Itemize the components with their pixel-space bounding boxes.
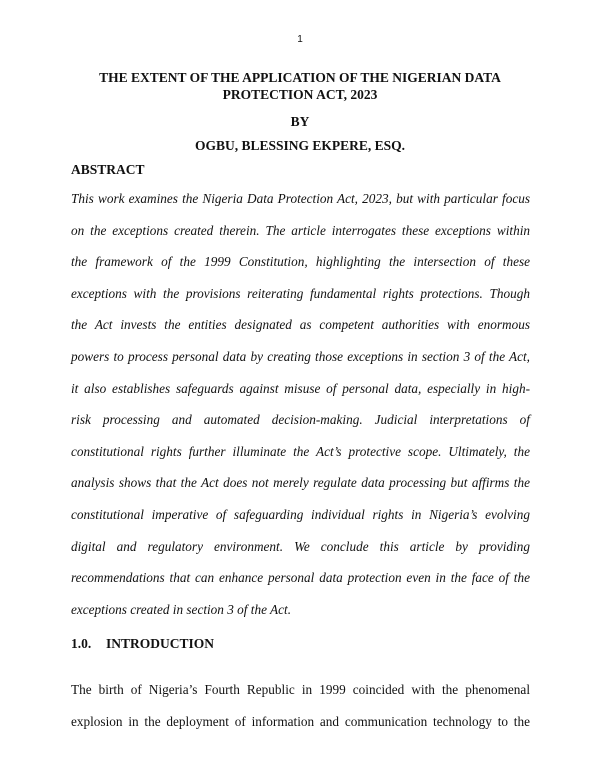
section-number: 1.0. bbox=[71, 636, 92, 651]
paper-title-line-2: PROTECTION ACT, 2023 bbox=[222, 87, 378, 102]
page-number: 1 bbox=[297, 34, 303, 45]
abstract-line: recommendations that can enhance personal data protection even in the face of the bbox=[71, 570, 530, 586]
introduction-body bbox=[71, 674, 530, 737]
abstract-line: constitutional imperative of safeguarding individual rights in Nigeria’s evolving bbox=[71, 506, 530, 522]
abstract-heading: ABSTRACT bbox=[71, 162, 145, 177]
section-heading-introduction bbox=[71, 636, 214, 652]
paper-title-line-1: THE EXTENT OF THE APPLICATION OF THE NIGERIAN DATA bbox=[99, 70, 501, 85]
abstract-line: the framework of the 1999 Constitution, highlighting the intersection of these bbox=[71, 254, 530, 270]
introduction-line: The birth of Nigeria’s Fourth Republic in 1999 coincided with the phenomenal bbox=[71, 682, 530, 697]
abstract-line: This work examines the Nigeria Data Protection Act, 2023, but with particular focus bbox=[71, 191, 530, 206]
abstract-line: constitutional rights further illuminate the Act’s protective scope. Ultimately, the bbox=[71, 443, 530, 459]
section-title: INTRODUCTION bbox=[106, 636, 215, 651]
abstract-line: exceptions with the provisions reiterating fundamental rights protections. Though bbox=[71, 285, 530, 301]
by-line: BY bbox=[290, 114, 310, 129]
abstract-line: analysis shows that the Act does not merely regulate data processing but affirms the bbox=[71, 475, 530, 491]
paper-title bbox=[70, 69, 530, 103]
introduction-line: explosion in the deployment of information and communication technology to the bbox=[71, 713, 530, 729]
abstract-line: it also establishes safeguards against misuse of personal data, especially in high- bbox=[71, 380, 530, 396]
abstract-line: exceptions created in section 3 of the Act. bbox=[71, 601, 292, 617]
abstract-line: on the exceptions created therein. The article interrogates these exceptions within bbox=[71, 222, 530, 238]
abstract-body bbox=[71, 183, 530, 625]
abstract-line: digital and regulatory environment. We conclude this article by providing bbox=[71, 538, 530, 554]
abstract-line: risk processing and automated decision-making. Judicial interpretations of bbox=[71, 412, 530, 428]
abstract-line: powers to process personal data by creating those exceptions in section 3 of the Act, bbox=[71, 348, 530, 364]
abstract-line: the Act invests the entities designated as competent authorities with enormous bbox=[71, 317, 530, 333]
author-name: OGBU, BLESSING EKPERE, ESQ. bbox=[194, 138, 406, 153]
